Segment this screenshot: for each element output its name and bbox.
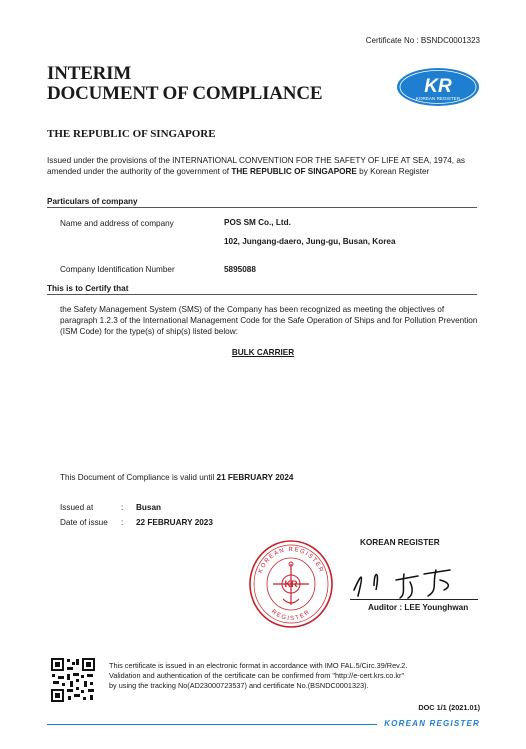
- footer-brand: KOREAN REGISTER: [384, 719, 480, 728]
- issued-at-value: Busan: [136, 503, 162, 512]
- flag-state: THE REPUBLIC OF SINGAPORE: [47, 128, 216, 140]
- validity-statement: [60, 473, 293, 482]
- certify-header: This is to Certify that: [47, 284, 477, 295]
- issued-at-label: Issued at: [60, 503, 94, 512]
- footer-line-3: by using the tracking No(AD23000723537) and certificate No.(BSNDC0001323).: [109, 681, 369, 690]
- korean-register-logo: [396, 67, 480, 107]
- electronic-certificate-note: [109, 661, 469, 691]
- logo-letters: KR: [424, 76, 452, 97]
- date-of-issue-label: Date of issue: [60, 518, 108, 527]
- seal-top-text: KOREAN REGISTER: [257, 546, 325, 575]
- issued-text-part1: Issued under the provisions of the INTERNATIONAL CONVENTION FOR THE SAFETY OF LIFE AT SEA, 1974, as amended under the authority of the government of: [47, 156, 466, 176]
- qr-code: [50, 657, 96, 703]
- certificate-number: Certificate No : BSNDC0001323: [365, 36, 480, 45]
- company-name-label: Name and address of company: [60, 219, 174, 228]
- document-title: [47, 64, 322, 104]
- signature-line: [350, 599, 478, 600]
- validity-label: This Document of Compliance is valid until: [60, 473, 217, 482]
- seal-center: KR: [284, 579, 298, 589]
- company-name: POS SM Co., Ltd.: [224, 218, 291, 227]
- title-line-1: INTERIM: [47, 63, 132, 84]
- document-code: DOC 1/1 (2021.01): [418, 703, 480, 712]
- issuer-name: KOREAN REGISTER: [360, 538, 440, 547]
- auditor-name: Auditor : LEE Younghwan: [368, 603, 469, 612]
- footer-line-1: This certificate is issued in an electronic format in accordance with IMO FAL.5/Circ.39/Rev.2.: [109, 661, 408, 670]
- company-id: 5895088: [224, 265, 256, 274]
- seal-bottom-text: REGISTER: [270, 608, 312, 623]
- particulars-header: Particulars of company: [47, 197, 477, 208]
- issued-at-colon: :: [121, 503, 124, 512]
- footer-line-2: Validation and authentication of the certificate can be confirmed from "http://e-cert.krs.co.kr": [109, 671, 405, 680]
- validity-date: 21 FEBRUARY 2024: [216, 473, 294, 482]
- company-address: 102, Jungang-daero, Jung-gu, Busan, Korea: [224, 237, 396, 246]
- issued-under-statement: [47, 155, 487, 177]
- footer-rule: [47, 724, 377, 725]
- auditor-signature: [340, 560, 480, 602]
- certify-statement: the Safety Management System (SMS) of the Company has been recognized as meeting the objectives of paragraph 1.2.3 of the International Management Code for the Safe Operation of Ships and for Pollution Prevention (ISM Code) for the type(s) of ship(s) listed below:: [60, 305, 478, 336]
- logo-subtitle: KOREAN REGISTER: [415, 96, 461, 101]
- title-line-2: DOCUMENT OF COMPLIANCE: [47, 83, 323, 104]
- date-of-issue-colon: :: [121, 518, 124, 527]
- korean-register-seal: [248, 539, 334, 629]
- ship-type: BULK CARRIER: [231, 348, 295, 357]
- ship-type-line: [0, 348, 526, 357]
- company-id-label: Company Identification Number: [60, 265, 175, 274]
- issued-text-part2: by Korean Register: [356, 167, 430, 176]
- date-of-issue-value: 22 FEBRUARY 2023: [136, 518, 213, 527]
- issued-country: THE REPUBLIC OF SINGAPORE: [231, 167, 357, 176]
